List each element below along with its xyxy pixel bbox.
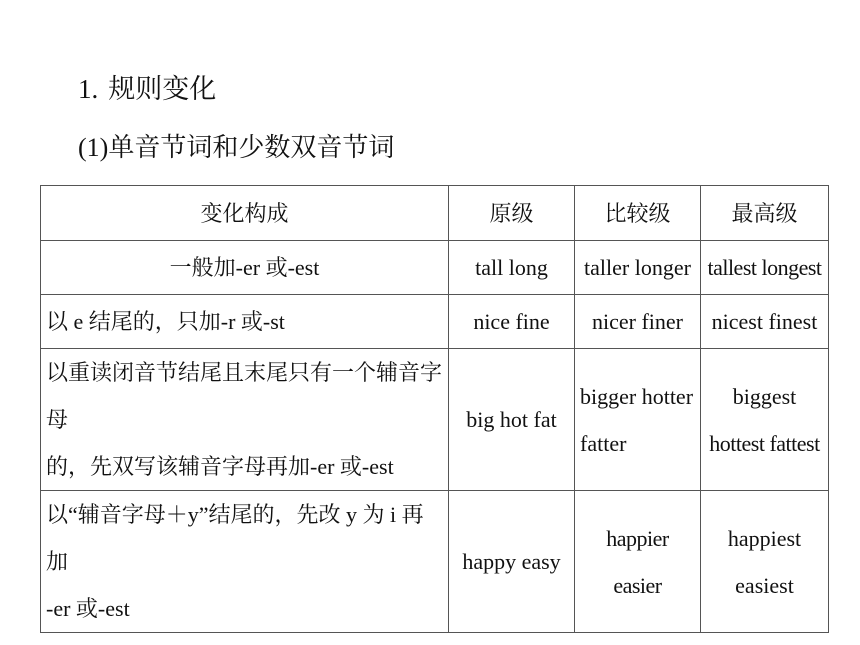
header-superlative: 最高级 bbox=[701, 186, 829, 241]
comparative-cell bbox=[575, 349, 701, 491]
rule-cell bbox=[41, 349, 449, 491]
table-row bbox=[41, 241, 829, 295]
positive-cell: tall long bbox=[449, 241, 575, 295]
positive-cell: big hot fat bbox=[449, 349, 575, 491]
section-heading bbox=[78, 72, 216, 106]
header-positive: 原级 bbox=[449, 186, 575, 241]
superlative-line-1: happiest bbox=[727, 525, 802, 551]
header-rule: 变化构成 bbox=[41, 186, 449, 241]
superlative-cell: tallest longest bbox=[701, 241, 829, 295]
superlative-line-2: hottest fattest bbox=[709, 430, 820, 456]
positive-cell: happy easy bbox=[449, 491, 575, 633]
rule-line-2: -er 或-est bbox=[46, 596, 130, 621]
superlative-line-1: biggest bbox=[732, 383, 797, 409]
rule-cell bbox=[41, 491, 449, 633]
comparative-cell: happier easier bbox=[575, 491, 701, 633]
comparison-table bbox=[40, 185, 829, 633]
rule-line-1: 以重读闭音节结尾且末尾只有一个辅音字母 bbox=[46, 360, 443, 432]
table-row bbox=[41, 349, 829, 491]
rule-line-1: 以“辅音字母＋y”结尾的，先改 y 为 i 再加 bbox=[46, 502, 424, 574]
rule-cell: 以 e 结尾的，只加-r 或-st bbox=[41, 295, 449, 349]
section-number: 1. bbox=[78, 74, 99, 104]
table-row bbox=[41, 491, 829, 633]
section-subtitle: (1)单音节词和少数双音节词 bbox=[78, 133, 395, 162]
section-title: 规则变化 bbox=[108, 74, 217, 104]
superlative-cell: nicest finest bbox=[701, 295, 829, 349]
rule-line-2: 的，先双写该辅音字母再加-er 或-est bbox=[46, 454, 394, 479]
positive-cell: nice fine bbox=[449, 295, 575, 349]
comparative-line-1: bigger hotter bbox=[580, 383, 694, 409]
rule-cell: 一般加-er 或-est bbox=[41, 241, 449, 295]
header-comparative: 比较级 bbox=[575, 186, 701, 241]
table-row bbox=[41, 295, 829, 349]
superlative-cell bbox=[701, 349, 829, 491]
comparative-line-2: fatter bbox=[580, 430, 627, 456]
superlative-line-2: easiest bbox=[735, 572, 794, 598]
comparative-cell: nicer finer bbox=[575, 295, 701, 349]
superlative-cell bbox=[701, 491, 829, 633]
comparative-cell: taller longer bbox=[575, 241, 701, 295]
table-header-row bbox=[41, 186, 829, 241]
